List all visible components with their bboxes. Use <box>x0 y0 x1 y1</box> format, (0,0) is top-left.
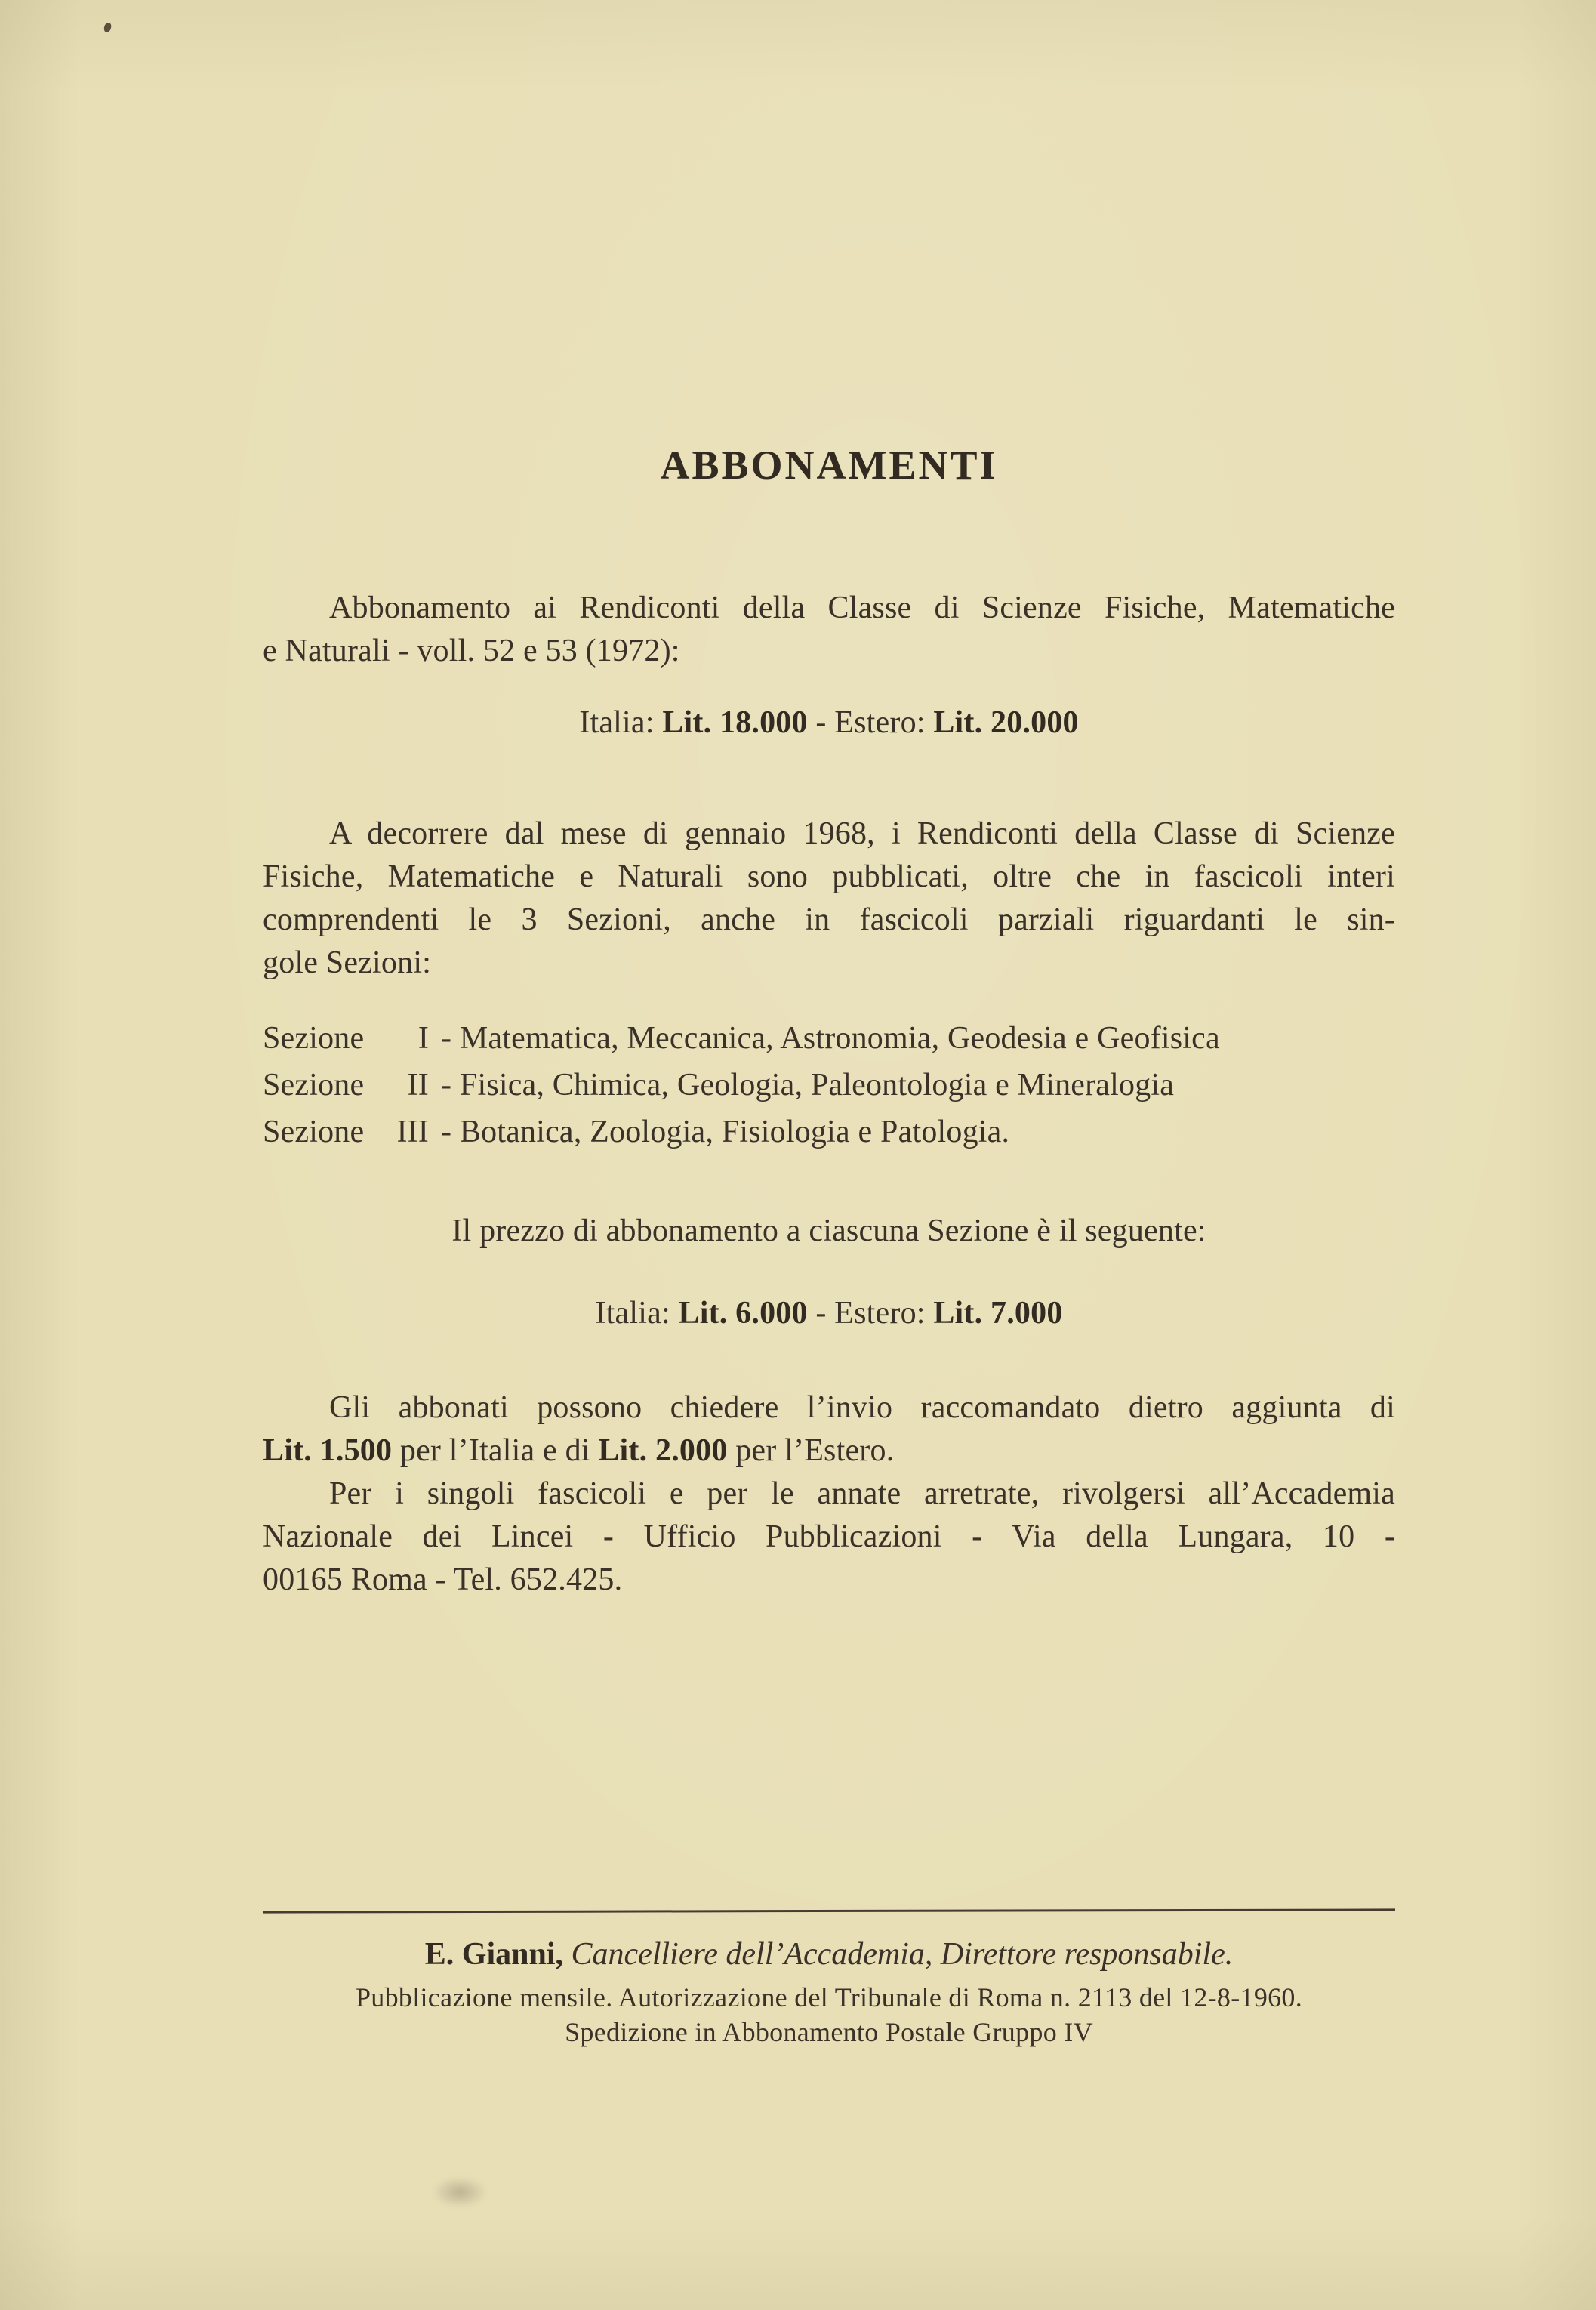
decree-line-2: Fisiche, Matematiche e Naturali sono pubblicati, oltre che in fascicoli interi <box>263 859 1395 894</box>
section-description: - Fisica, Chimica, Geologia, Paleontologia e Mineralogia <box>441 1068 1175 1103</box>
section-numeral: I <box>417 1021 429 1056</box>
editor-name: E. Gianni, <box>424 1937 564 1972</box>
section-numeral: III <box>396 1115 429 1149</box>
section-list <box>263 1015 1395 1155</box>
section-price-intro: Il prezzo di abbonamento a ciascuna Sezione è il seguente: <box>451 1214 1206 1248</box>
price-volumes-abroad-label: - Estero: <box>807 705 934 740</box>
back-issues-line-2: Nazionale dei Lincei - Ufficio Pubblicazioni - Via della Lungara, 10 - <box>263 1519 1395 1554</box>
section-label: Sezione <box>263 1068 365 1103</box>
registered-mail-paragraph <box>263 1386 1395 1473</box>
shipping-line: Spedizione in Abbonamento Postale Gruppo IV <box>565 2017 1093 2047</box>
section-numeral: II <box>407 1068 429 1103</box>
price-section-italy-value: Lit. 6.000 <box>678 1296 808 1331</box>
paper-speck <box>103 22 112 33</box>
surcharge-abroad-value: Lit. 2.000 <box>598 1433 728 1468</box>
back-issues-line-3: 00165 Roma - Tel. 652.425. <box>263 1562 623 1597</box>
authorization-line: Pubblicazione mensile. Autorizzazione del Tribunale di Roma n. 2113 del 12-8-1960. <box>355 1982 1303 2012</box>
back-issues-paragraph <box>263 1473 1395 1602</box>
editor-line <box>263 1933 1395 1975</box>
section-row-3 <box>263 1109 1395 1155</box>
surcharge-italy-value: Lit. 1.500 <box>263 1433 393 1468</box>
decree-paragraph <box>263 813 1395 985</box>
section-description: - Botanica, Zoologia, Fisiologia e Patologia. <box>441 1115 1010 1149</box>
registered-line-1: Gli abbonati possono chiedere l’invio raccomandato dietro aggiunta di <box>329 1390 1395 1425</box>
price-section-italy-label: Italia: <box>595 1296 679 1331</box>
page-title: ABBONAMENTI <box>660 443 998 488</box>
intro-paragraph <box>263 587 1395 673</box>
intro-line-1: Abbonamento ai Rendiconti della Classe di Scienze Fisiche, Matematiche <box>329 591 1395 625</box>
footer-divider <box>263 1908 1395 1913</box>
decree-line-4: gole Sezioni: <box>263 945 432 980</box>
registered-line-2 <box>263 1429 1395 1473</box>
price-section-abroad-label: - Estero: <box>807 1296 934 1331</box>
price-section-abroad-value: Lit. 7.000 <box>933 1296 1063 1331</box>
price-volumes-italy-label: Italia: <box>579 705 663 740</box>
text-block <box>263 0 1395 2049</box>
section-row-2 <box>263 1062 1395 1109</box>
section-description: - Matematica, Meccanica, Astronomia, Geodesia e Geofisica <box>441 1021 1220 1056</box>
section-label: Sezione <box>263 1115 365 1149</box>
decree-line-3: comprendenti le 3 Sezioni, anche in fascicoli parziali riguardanti le sin- <box>263 902 1395 937</box>
price-line-sections <box>263 1292 1395 1335</box>
price-volumes-italy-value: Lit. 18.000 <box>662 705 808 740</box>
surcharge-italy-text: per l’Italia e di <box>392 1433 599 1468</box>
intro-line-2: e Naturali - voll. 52 e 53 (1972): <box>263 634 680 668</box>
price-volumes-abroad-value: Lit. 20.000 <box>933 705 1079 740</box>
surcharge-abroad-text: per l’Estero. <box>727 1433 895 1468</box>
section-label: Sezione <box>263 1021 365 1056</box>
paper-smudge <box>432 2176 488 2208</box>
price-line-volumes <box>263 702 1395 745</box>
decree-line-1: A decorrere dal mese di gennaio 1968, i Rendiconti della Classe di Scienze <box>329 816 1395 851</box>
editor-role: Cancelliere dell’Accademia, Direttore responsabile. <box>571 1937 1234 1972</box>
section-row-1 <box>263 1015 1395 1062</box>
back-issues-line-1: Per i singoli fascicoli e per le annate arretrate, rivolgersi all’Accademia <box>329 1476 1395 1511</box>
